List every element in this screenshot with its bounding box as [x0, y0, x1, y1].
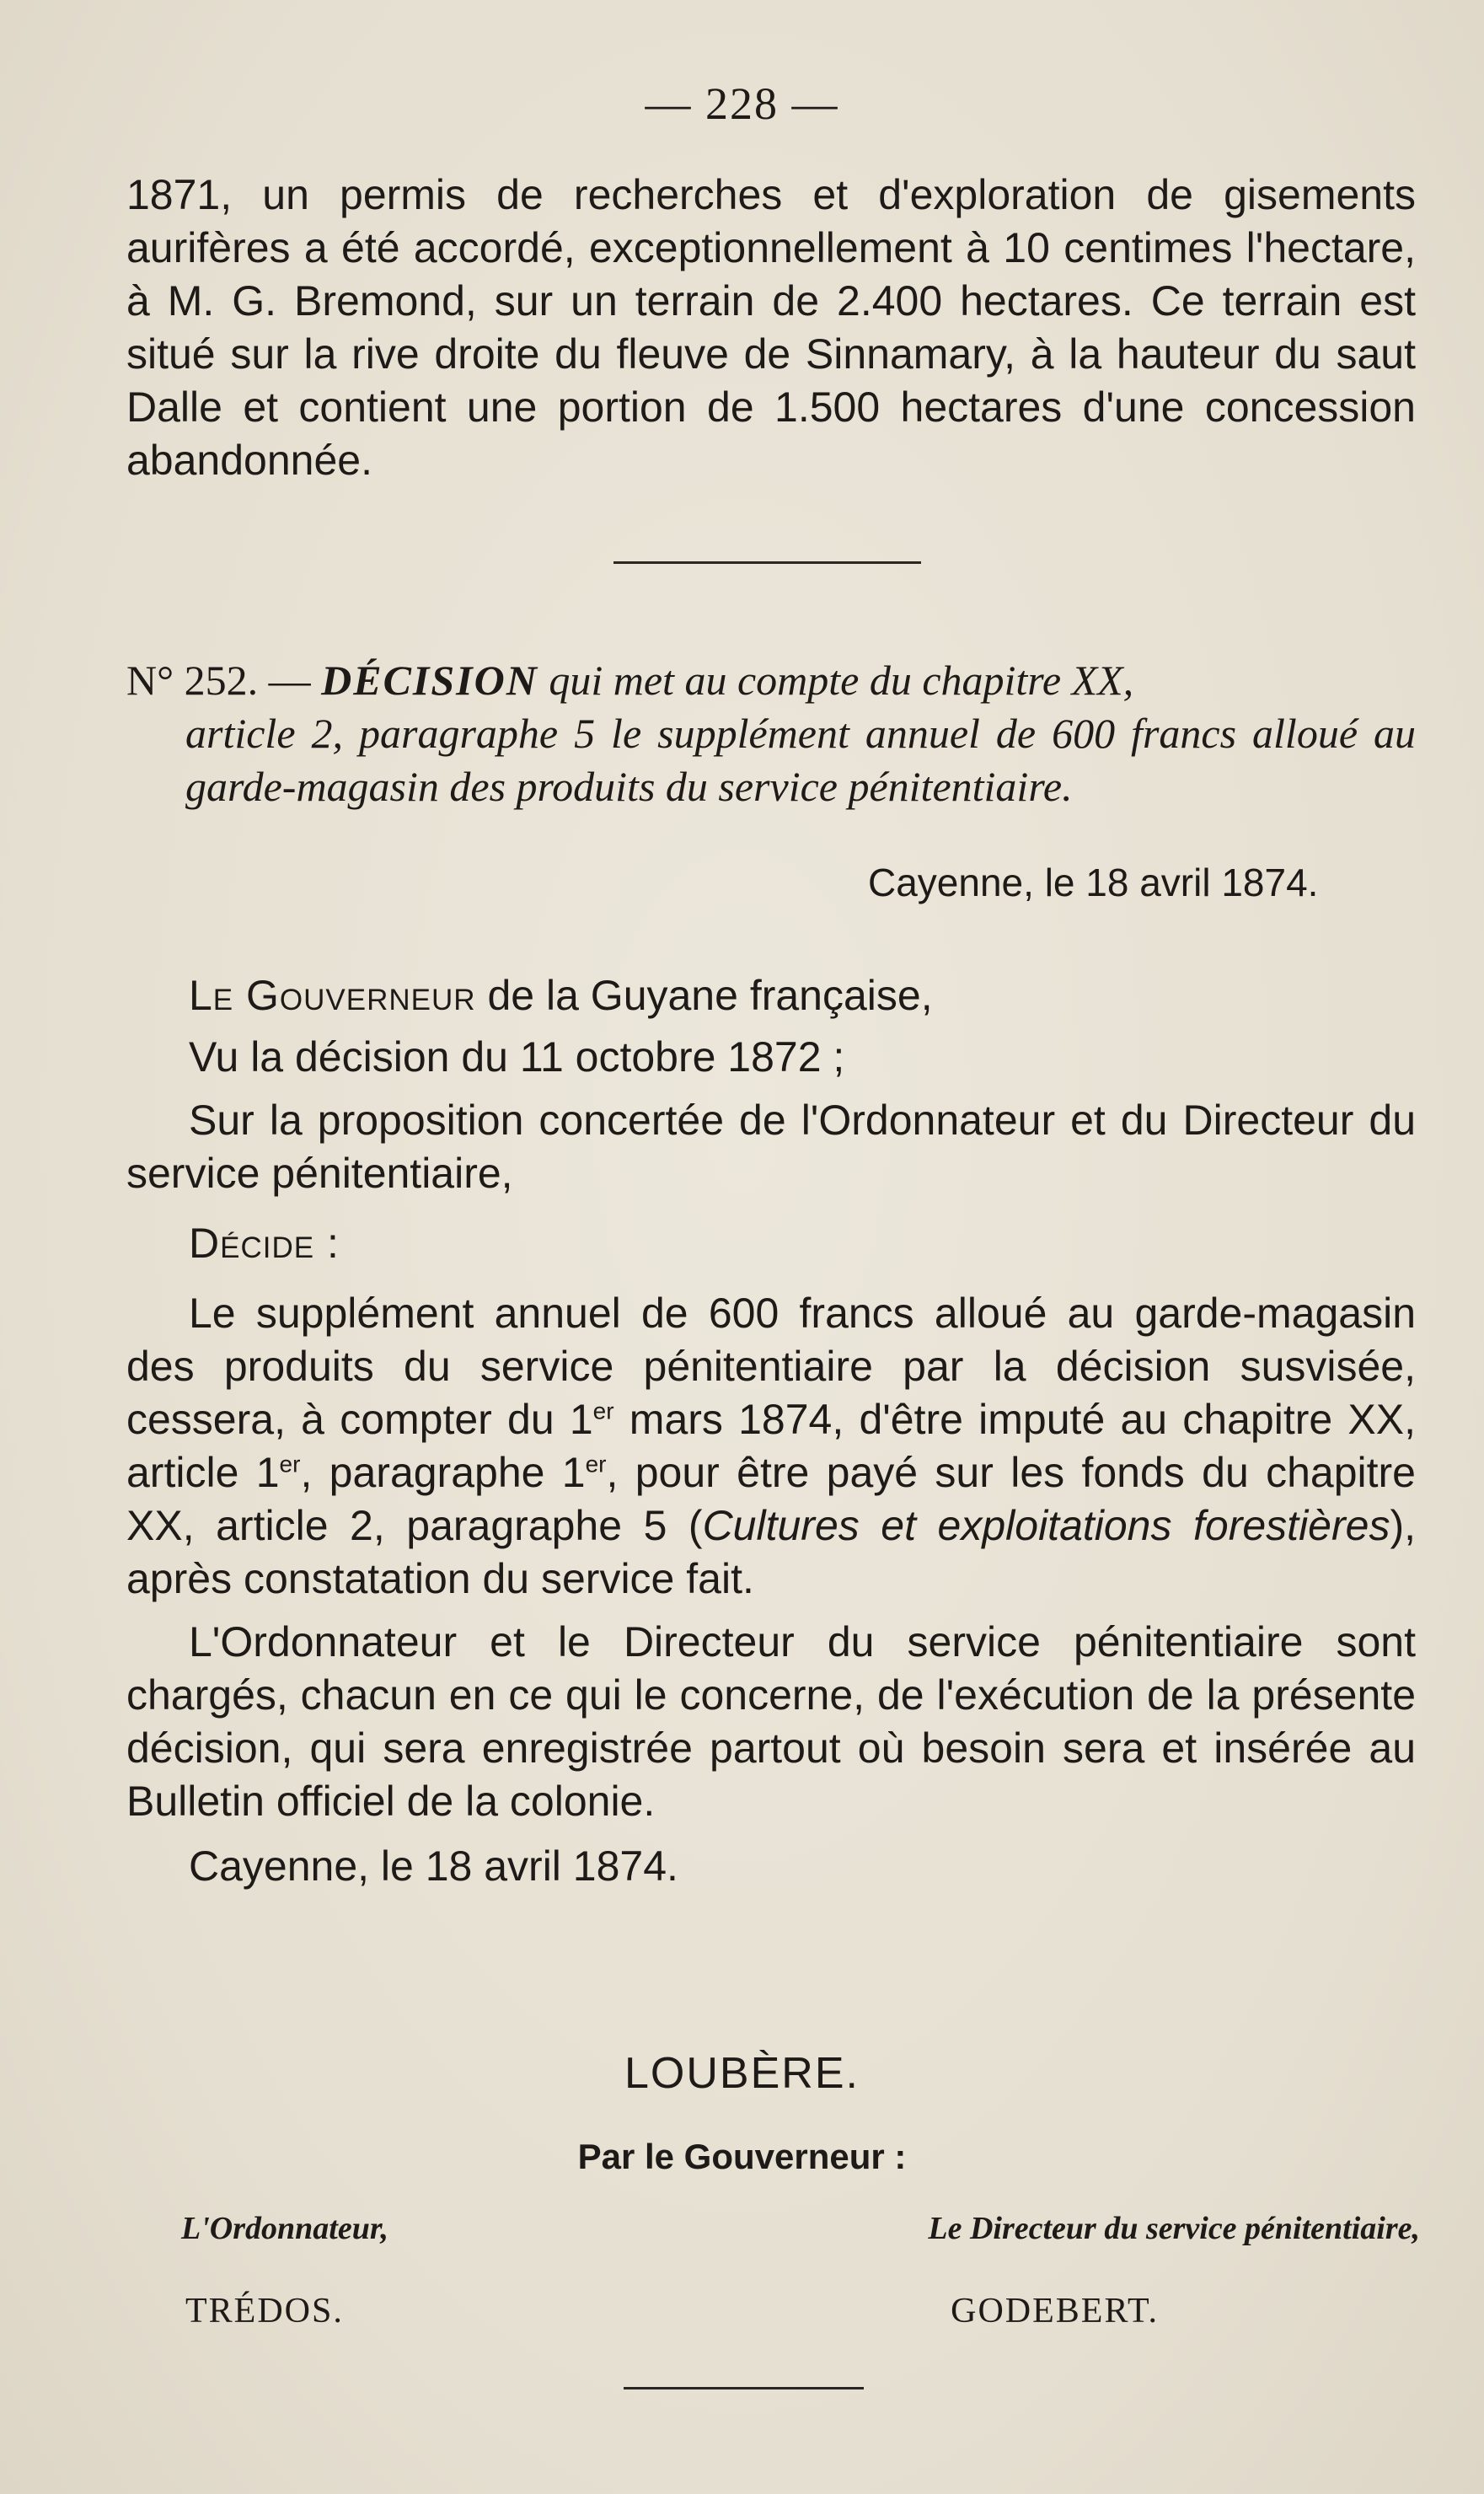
ordonnateur-role: L'Ordonnateur,: [181, 2211, 389, 2246]
par-le-gouverneur: Par le Gouverneur :: [577, 2137, 907, 2176]
section-divider: [613, 561, 921, 564]
decision-title-rest: article 2, paragraphe 5 le supplément annuel de 600 francs alloué au garde-magasin des produits du service pénitentiaire.: [185, 710, 1416, 810]
decision-number: N° 252. —: [126, 657, 311, 704]
directeur-role: Le Directeur du service pénitentiaire,: [928, 2211, 1420, 2246]
intro-section: [126, 169, 1416, 487]
governor-signature: LOUBÈRE.: [624, 2049, 860, 2098]
closing-date: Cayenne, le 18 avril 1874.: [189, 1842, 678, 1890]
execution-paragraph: L'Ordonnateur et le Directeur du service pénitentiaire sont chargés, chacun en ce qui le concerne, de l'exécution de la présente décision, qui sera enregistrée partout où besoin sera et insérée au Bulletin officiel de la colonie.: [126, 1618, 1416, 1825]
decide-heading: Décide :: [189, 1220, 340, 1267]
governor-line: [126, 969, 1416, 1022]
signature-names: [181, 2291, 1420, 2331]
directeur-name: GODEBERT.: [951, 2292, 1159, 2330]
page-number: — 228 —: [645, 78, 839, 129]
governor-rest: de la Guyane française,: [487, 972, 933, 1019]
end-divider: [624, 2387, 864, 2389]
signature-roles: [181, 2210, 1420, 2247]
decision-place-date: Cayenne, le 18 avril 1874.: [868, 861, 1319, 904]
proposition-paragraph: Sur la proposition concertée de l'Ordonnateur et du Directeur du service pénitentiaire,: [126, 1097, 1416, 1197]
governor-title: Le Gouverneur: [189, 972, 476, 1019]
italic-citation: Cultures et exploitations forestières: [702, 1502, 1390, 1549]
decision-title-line1: qui met au compte du chapitre XX,: [549, 657, 1134, 704]
decision-keyword: DÉCISION: [321, 657, 538, 704]
main-paragraph: Le supplément annuel de 600 francs alloué au garde-magasin des produits du service pénitentiaire par la décision susvisée, cessera, à compter du 1er mars 1874, d'être imputé au chapitre XX, article 1er, paragraphe 1er, pour être payé sur les fonds du chapitre XX, article 2, paragraphe 5 (Cultures et exploitations forestières), après constatation du service fait.: [126, 1290, 1416, 1602]
ordonnateur-name: TRÉDOS.: [185, 2292, 344, 2330]
intro-paragraph: 1871, un permis de recherches et d'exploration de gisements aurifères a été accordé, exceptionnellement à 10 centimes l'hectare, à M. G. Bremond, sur un terrain de 2.400 hectares. Ce terrain est situé sur la rive droite du fleuve de Sinnamary, à la hauteur du saut Dalle et contient une portion de 1.500 hectares d'une concession abandonnée.: [126, 171, 1416, 484]
decision-title: [126, 654, 1416, 813]
decision-body: [126, 969, 1416, 1893]
vu-line: Vu la décision du 11 octobre 1872 ;: [189, 1033, 845, 1081]
